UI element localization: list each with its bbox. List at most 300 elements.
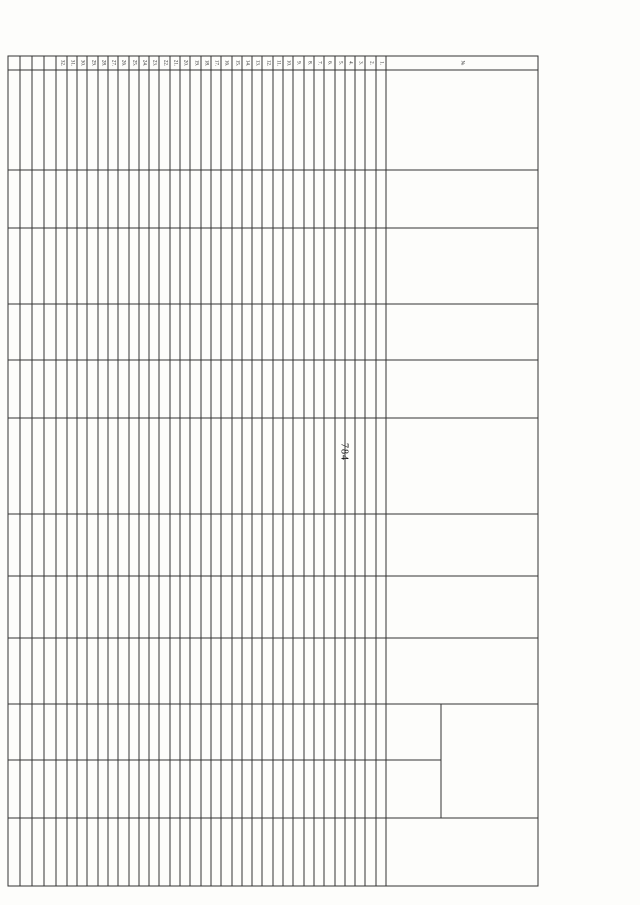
row-number-cell: 4. — [344, 56, 354, 70]
value-cell — [97, 514, 107, 576]
value-cell — [20, 760, 32, 818]
value-cell — [128, 638, 138, 704]
value-cell — [303, 760, 313, 818]
value-cell — [56, 418, 66, 514]
value-cell — [200, 576, 210, 638]
value-cell — [283, 360, 293, 418]
value-cell — [313, 818, 323, 886]
value-cell — [118, 638, 128, 704]
municipality-name-cell — [169, 70, 179, 170]
table-row — [56, 56, 66, 886]
row-number-cell: 21. — [169, 56, 179, 70]
value-cell — [138, 638, 148, 704]
value-cell — [180, 360, 190, 418]
value-cell — [180, 818, 190, 886]
value-cell — [44, 418, 56, 514]
value-cell — [303, 514, 313, 576]
appendix-header-line — [595, 661, 602, 881]
value-cell — [293, 360, 303, 418]
value-cell — [128, 576, 138, 638]
value-cell — [200, 704, 210, 760]
value-cell — [97, 360, 107, 418]
table-row — [334, 56, 344, 886]
value-cell — [77, 760, 87, 818]
column-header — [386, 170, 538, 228]
municipality-name-cell — [272, 70, 282, 170]
value-cell — [56, 170, 66, 228]
value-cell — [56, 576, 66, 638]
row-number-cell: 32. — [56, 56, 66, 70]
value-cell — [77, 704, 87, 760]
value-cell — [324, 514, 334, 576]
value-cell — [138, 514, 148, 576]
value-cell — [293, 576, 303, 638]
value-cell — [283, 170, 293, 228]
value-cell — [241, 760, 251, 818]
table-row — [293, 56, 303, 886]
row-number-cell — [44, 56, 56, 70]
value-cell — [221, 360, 231, 418]
table-row — [241, 56, 251, 886]
row-number-cell: 15. — [231, 56, 241, 70]
value-cell — [262, 514, 272, 576]
table-row — [107, 56, 117, 886]
value-cell — [365, 418, 375, 514]
value-cell — [355, 418, 365, 514]
value-cell — [107, 514, 117, 576]
value-cell — [118, 304, 128, 360]
table-row — [138, 56, 148, 886]
value-cell — [231, 576, 241, 638]
value-cell — [303, 304, 313, 360]
value-cell — [200, 360, 210, 418]
value-cell — [313, 304, 323, 360]
value-cell — [149, 638, 159, 704]
value-cell — [56, 638, 66, 704]
value-cell — [66, 760, 76, 818]
value-cell — [231, 760, 241, 818]
value-cell — [66, 638, 76, 704]
value-cell — [241, 638, 251, 704]
municipality-name-cell — [334, 70, 344, 170]
municipality-name-cell — [20, 70, 32, 170]
value-cell — [365, 360, 375, 418]
value-cell — [44, 304, 56, 360]
value-cell — [344, 360, 354, 418]
value-cell — [118, 514, 128, 576]
appendix-header-line — [581, 661, 588, 881]
value-cell — [66, 418, 76, 514]
value-cell — [77, 170, 87, 228]
value-cell — [210, 304, 220, 360]
appendix-header-line — [609, 661, 616, 881]
column-header — [386, 818, 538, 886]
value-cell — [344, 704, 354, 760]
value-cell — [8, 360, 20, 418]
value-cell — [77, 228, 87, 304]
row-number-cell: 24. — [138, 56, 148, 70]
column-header — [386, 228, 538, 304]
row-number-cell: 3. — [355, 56, 365, 70]
value-cell — [200, 418, 210, 514]
municipality-name-cell — [231, 70, 241, 170]
value-cell — [44, 760, 56, 818]
value-cell — [159, 304, 169, 360]
row-number-cell: 2. — [365, 56, 375, 70]
row-number-cell: 12. — [262, 56, 272, 70]
value-cell — [159, 228, 169, 304]
value-cell — [262, 228, 272, 304]
value-cell — [32, 360, 44, 418]
value-cell — [252, 576, 262, 638]
value-cell — [8, 170, 20, 228]
value-cell — [365, 704, 375, 760]
value-cell — [210, 818, 220, 886]
value-cell — [375, 638, 385, 704]
value-cell — [149, 704, 159, 760]
table-row — [231, 56, 241, 886]
municipality-name-cell — [221, 70, 231, 170]
total-row — [8, 56, 20, 886]
total-row — [44, 56, 56, 886]
municipality-name-cell — [355, 70, 365, 170]
value-cell — [56, 704, 66, 760]
value-cell — [190, 514, 200, 576]
column-header — [386, 576, 538, 638]
value-cell — [77, 576, 87, 638]
table-body — [8, 56, 386, 886]
value-cell — [365, 760, 375, 818]
value-cell — [355, 760, 365, 818]
value-cell — [355, 514, 365, 576]
value-cell — [334, 576, 344, 638]
row-number-cell: 6. — [324, 56, 334, 70]
value-cell — [375, 576, 385, 638]
value-cell — [20, 304, 32, 360]
table-row — [313, 56, 323, 886]
value-cell — [344, 170, 354, 228]
row-number-cell: 29. — [87, 56, 97, 70]
value-cell — [149, 576, 159, 638]
value-cell — [313, 514, 323, 576]
value-cell — [87, 304, 97, 360]
value-cell — [293, 228, 303, 304]
value-cell — [32, 638, 44, 704]
value-cell — [128, 170, 138, 228]
value-cell — [8, 514, 20, 576]
row-number-cell: 23. — [149, 56, 159, 70]
row-number-cell — [8, 56, 20, 70]
table-row — [324, 56, 334, 886]
value-cell — [324, 228, 334, 304]
value-cell — [283, 514, 293, 576]
value-cell — [180, 638, 190, 704]
table-header-row — [441, 56, 538, 886]
subsidy-table — [8, 55, 539, 886]
municipality-name-cell — [159, 70, 169, 170]
row-number-cell: 27. — [107, 56, 117, 70]
value-cell — [293, 704, 303, 760]
value-cell — [32, 514, 44, 576]
value-cell — [149, 418, 159, 514]
value-cell — [200, 228, 210, 304]
value-cell — [190, 760, 200, 818]
value-cell — [344, 228, 354, 304]
value-cell — [66, 514, 76, 576]
value-cell — [210, 760, 220, 818]
value-cell — [324, 704, 334, 760]
value-cell — [262, 360, 272, 418]
value-cell — [241, 514, 251, 576]
value-cell — [375, 304, 385, 360]
value-cell — [200, 818, 210, 886]
municipality-name-cell — [128, 70, 138, 170]
value-cell — [313, 760, 323, 818]
value-cell — [210, 514, 220, 576]
value-cell — [138, 818, 148, 886]
value-cell — [283, 418, 293, 514]
value-cell — [334, 514, 344, 576]
value-cell — [200, 304, 210, 360]
value-cell — [87, 576, 97, 638]
value-cell — [293, 514, 303, 576]
table-row — [355, 56, 365, 886]
value-cell — [252, 818, 262, 886]
value-cell — [149, 170, 159, 228]
value-cell — [241, 418, 251, 514]
value-cell — [303, 576, 313, 638]
value-cell — [159, 360, 169, 418]
value-cell — [200, 638, 210, 704]
value-cell — [375, 818, 385, 886]
value-cell — [190, 170, 200, 228]
municipality-name-cell — [375, 70, 385, 170]
value-cell — [313, 704, 323, 760]
municipality-name-cell — [32, 70, 44, 170]
value-cell — [283, 304, 293, 360]
value-cell — [221, 228, 231, 304]
value-cell — [180, 576, 190, 638]
value-cell — [283, 760, 293, 818]
value-cell — [107, 704, 117, 760]
value-cell — [344, 818, 354, 886]
municipality-name-cell — [365, 70, 375, 170]
municipality-name-cell — [180, 70, 190, 170]
row-number-cell: 11. — [272, 56, 282, 70]
value-cell — [200, 760, 210, 818]
value-cell — [190, 818, 200, 886]
value-cell — [344, 418, 354, 514]
municipality-name-cell — [8, 70, 20, 170]
municipality-name-cell — [313, 70, 323, 170]
value-cell — [180, 514, 190, 576]
value-cell — [66, 304, 76, 360]
table-row — [303, 56, 313, 886]
municipality-name-cell — [149, 70, 159, 170]
value-cell — [221, 760, 231, 818]
value-cell — [200, 170, 210, 228]
value-cell — [252, 638, 262, 704]
value-cell — [138, 576, 148, 638]
table-row — [149, 56, 159, 886]
value-cell — [293, 818, 303, 886]
value-cell — [210, 704, 220, 760]
value-cell — [252, 360, 262, 418]
value-cell — [334, 418, 344, 514]
value-cell — [241, 360, 251, 418]
value-cell — [107, 360, 117, 418]
row-number-cell: 8. — [303, 56, 313, 70]
row-number-cell — [32, 56, 44, 70]
value-cell — [334, 170, 344, 228]
value-cell — [32, 818, 44, 886]
municipality-name-cell — [210, 70, 220, 170]
value-cell — [32, 228, 44, 304]
value-cell — [107, 418, 117, 514]
value-cell — [272, 704, 282, 760]
value-cell — [97, 418, 107, 514]
value-cell — [138, 760, 148, 818]
value-cell — [32, 418, 44, 514]
municipality-name-cell — [344, 70, 354, 170]
municipality-name-cell — [241, 70, 251, 170]
value-cell — [159, 760, 169, 818]
municipality-name-cell — [324, 70, 334, 170]
municipality-name-cell — [97, 70, 107, 170]
value-cell — [56, 760, 66, 818]
value-cell — [334, 360, 344, 418]
value-cell — [283, 228, 293, 304]
value-cell — [375, 170, 385, 228]
table-row — [375, 56, 385, 886]
value-cell — [32, 576, 44, 638]
value-cell — [324, 638, 334, 704]
value-cell — [262, 170, 272, 228]
municipality-name-cell — [200, 70, 210, 170]
value-cell — [221, 704, 231, 760]
value-cell — [56, 818, 66, 886]
row-number-cell: 31. — [66, 56, 76, 70]
value-cell — [221, 304, 231, 360]
value-cell — [180, 760, 190, 818]
value-cell — [20, 514, 32, 576]
value-cell — [241, 228, 251, 304]
value-cell — [77, 818, 87, 886]
value-cell — [241, 304, 251, 360]
value-cell — [221, 418, 231, 514]
value-cell — [190, 228, 200, 304]
value-cell — [313, 638, 323, 704]
column-header — [386, 304, 538, 360]
table-row — [272, 56, 282, 886]
value-cell — [313, 360, 323, 418]
value-cell — [210, 228, 220, 304]
value-cell — [20, 818, 32, 886]
value-cell — [324, 304, 334, 360]
value-cell — [262, 576, 272, 638]
value-cell — [66, 818, 76, 886]
value-cell — [128, 228, 138, 304]
row-number-cell: 22. — [159, 56, 169, 70]
value-cell — [44, 228, 56, 304]
value-cell — [252, 704, 262, 760]
value-cell — [20, 704, 32, 760]
table-row — [66, 56, 76, 886]
value-cell — [365, 818, 375, 886]
table-row — [344, 56, 354, 886]
value-cell — [118, 418, 128, 514]
value-cell — [272, 576, 282, 638]
value-cell — [293, 760, 303, 818]
value-cell — [44, 818, 56, 886]
value-cell — [128, 360, 138, 418]
value-cell — [365, 514, 375, 576]
value-cell — [56, 228, 66, 304]
value-cell — [56, 514, 66, 576]
value-cell — [252, 304, 262, 360]
value-cell — [375, 514, 385, 576]
value-cell — [293, 304, 303, 360]
table-row — [128, 56, 138, 886]
appendix-header-line — [588, 661, 595, 881]
value-cell — [77, 638, 87, 704]
value-cell — [169, 514, 179, 576]
value-cell — [180, 418, 190, 514]
value-cell — [324, 760, 334, 818]
municipality-name-cell — [190, 70, 200, 170]
value-cell — [138, 228, 148, 304]
value-cell — [149, 760, 159, 818]
value-cell — [262, 818, 272, 886]
value-cell — [8, 304, 20, 360]
value-cell — [190, 360, 200, 418]
column-subheader — [386, 760, 441, 818]
value-cell — [334, 704, 344, 760]
rotated-table-sheet — [25, 55, 620, 885]
value-cell — [262, 304, 272, 360]
total-row — [32, 56, 44, 886]
value-cell — [159, 170, 169, 228]
value-cell — [138, 304, 148, 360]
value-cell — [375, 704, 385, 760]
value-cell — [210, 360, 220, 418]
value-cell — [20, 360, 32, 418]
value-cell — [87, 228, 97, 304]
value-cell — [20, 228, 32, 304]
value-cell — [365, 170, 375, 228]
value-cell — [87, 170, 97, 228]
value-cell — [97, 818, 107, 886]
value-cell — [20, 576, 32, 638]
value-cell — [231, 418, 241, 514]
value-cell — [169, 818, 179, 886]
table-row — [77, 56, 87, 886]
value-cell — [138, 360, 148, 418]
value-cell — [303, 418, 313, 514]
value-cell — [252, 228, 262, 304]
value-cell — [169, 638, 179, 704]
total-row — [20, 56, 32, 886]
value-cell — [56, 360, 66, 418]
value-cell — [180, 228, 190, 304]
value-cell — [107, 576, 117, 638]
value-cell — [107, 228, 117, 304]
value-cell — [231, 170, 241, 228]
value-cell — [118, 360, 128, 418]
value-cell — [210, 418, 220, 514]
row-number-cell: 17. — [210, 56, 220, 70]
municipality-name-cell — [262, 70, 272, 170]
